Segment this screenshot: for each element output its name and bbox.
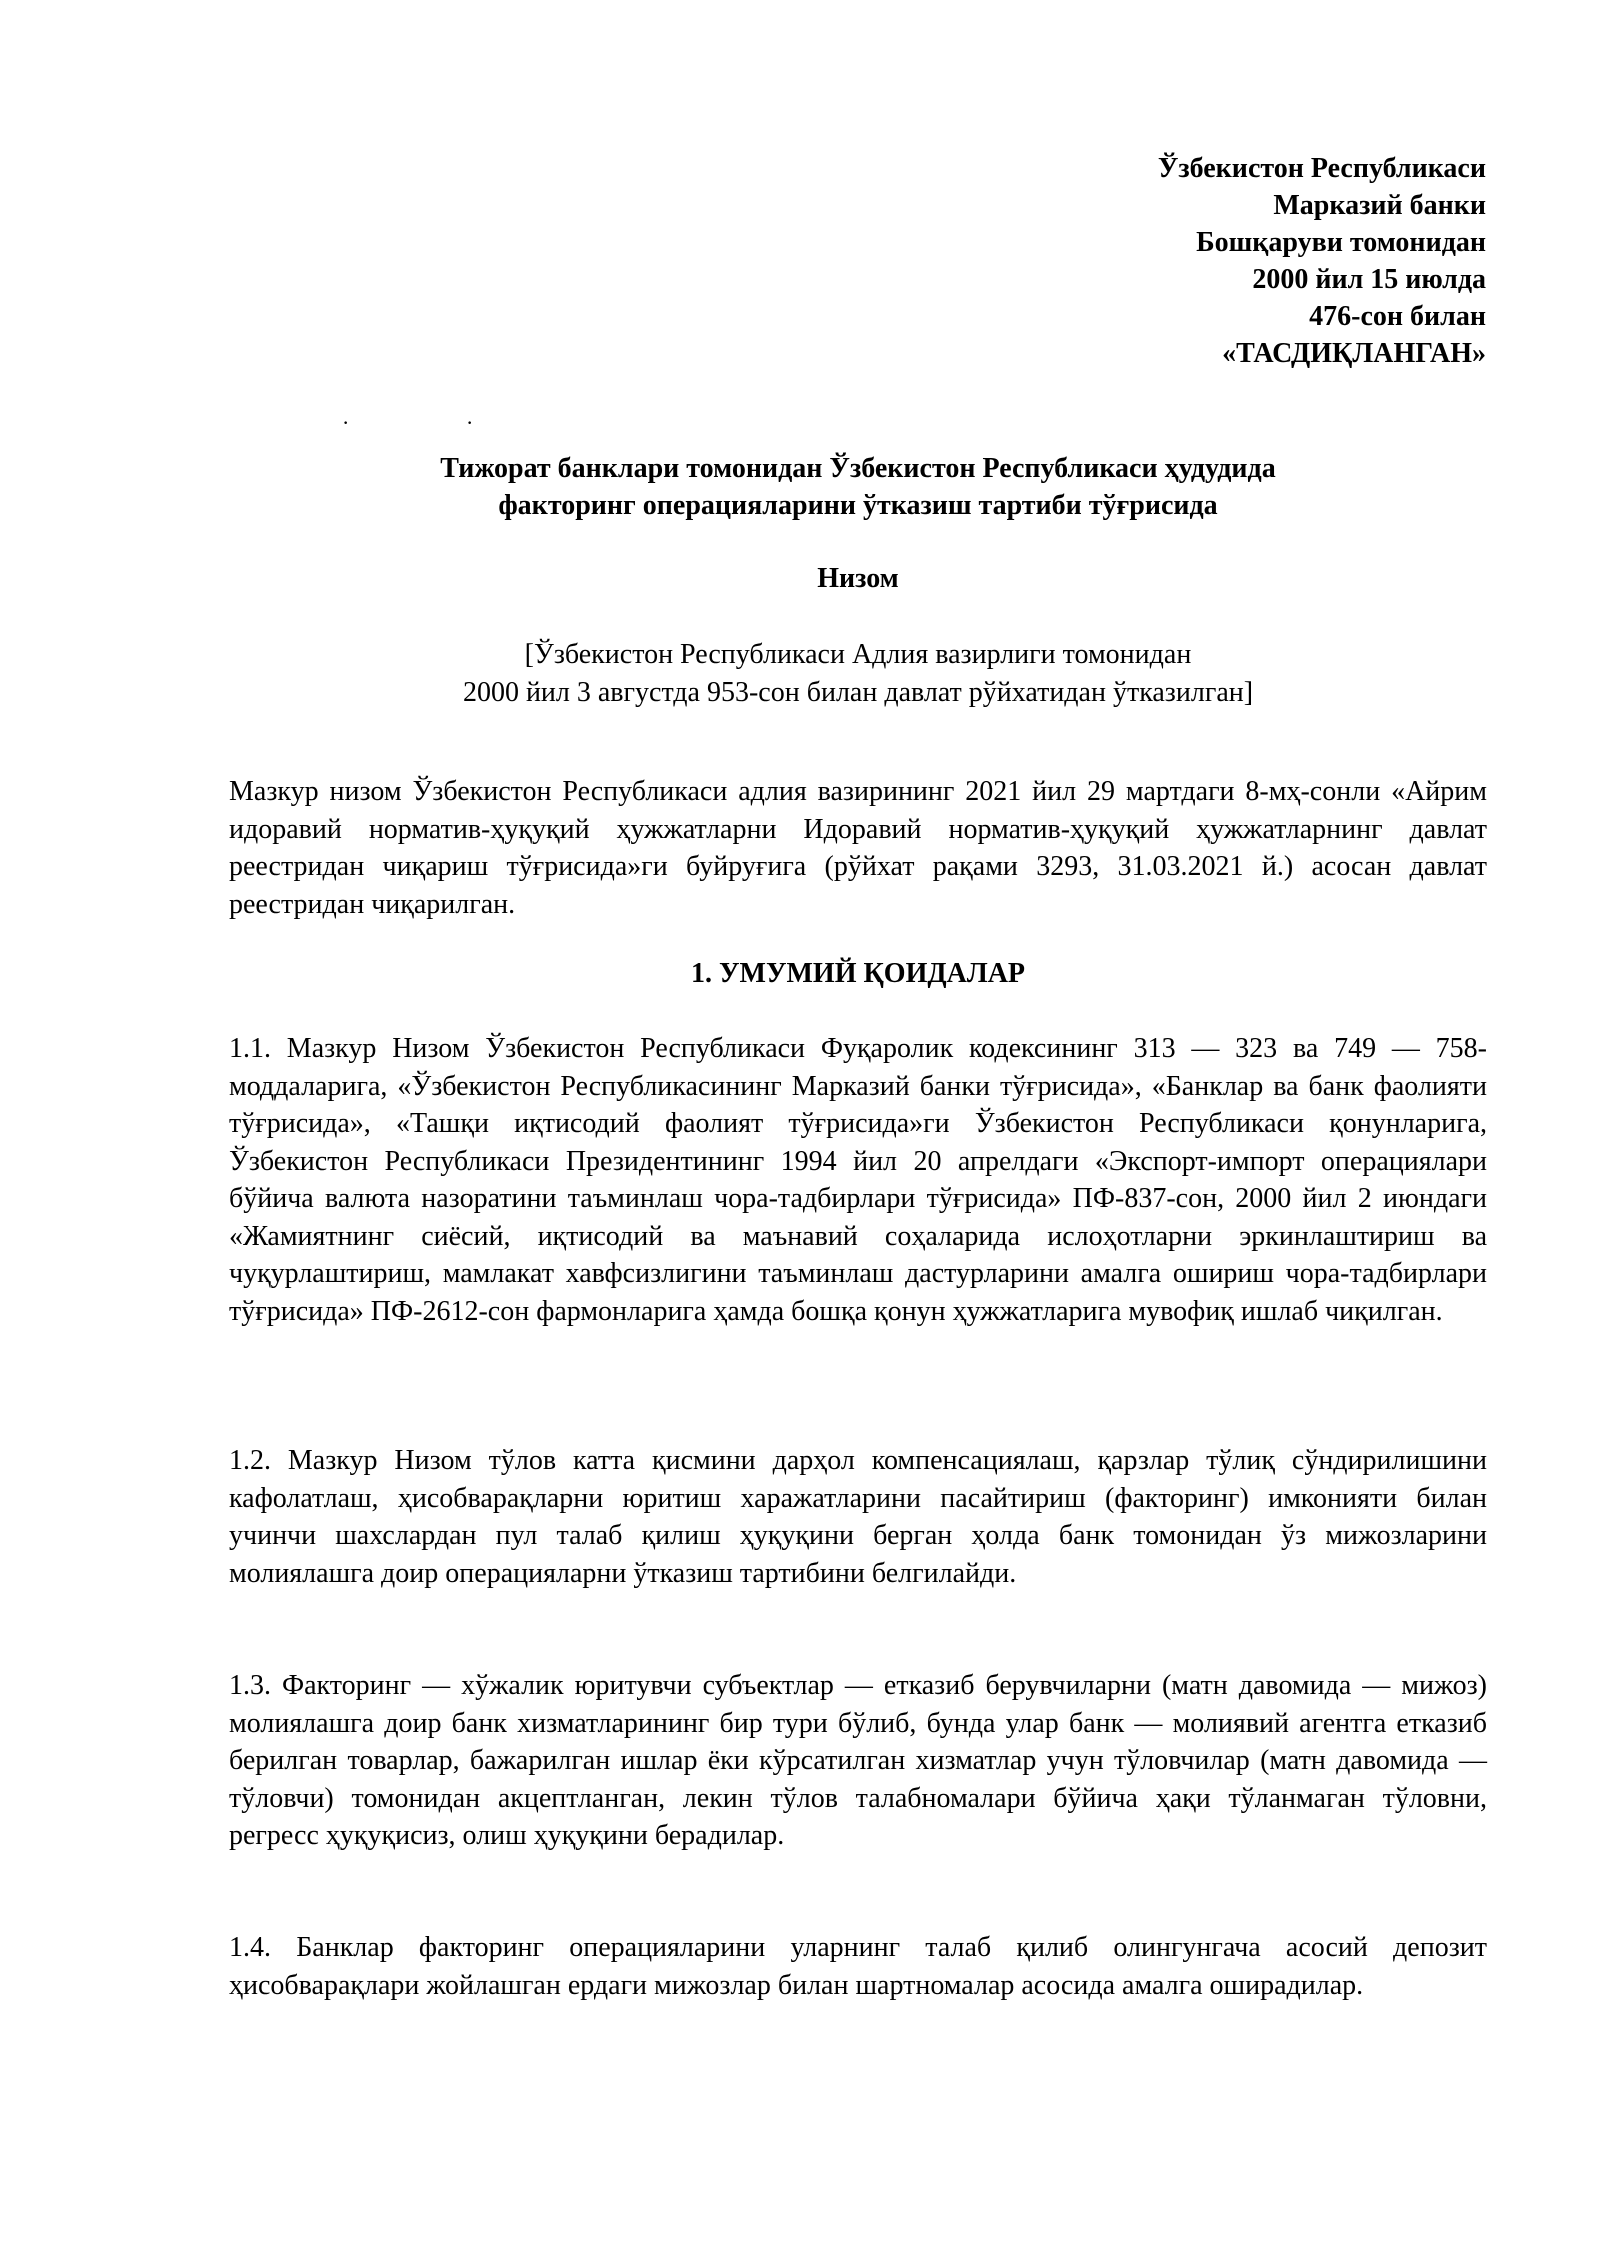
deregistration-notice: Мазкур низом Ўзбекистон Республикаси адлия вазирининг 2021 йил 29 мартдаги 8-мҳ-сонли «Айрим идоравий норматив-ҳуқуқий ҳужжатларни Идоравий норматив-ҳуқуқий ҳужжатларнинг давлат реестридан чиқариш тўғрисида»ги буйруғига (рўйхат рақами 3293, 31.03.2021 й.) асосан давлат реестридан чиқарилган. [229,776,1487,920]
paragraph-1-4: 1.4. Банклар факторинг операцияларини уларнинг талаб қилиб олингунгача асосий депозит ҳисобварақлари жойлашган ердаги мижозлар билан шартномалар асосида амалга оширадилар. [229,1932,1487,2001]
document-title [230,450,1486,524]
approval-line: Ўзбекистон Республикаси [1157,153,1486,184]
dot-mark: · [466,410,474,435]
document-subtitle: Низом [817,563,899,594]
registration-note [230,636,1486,712]
approval-line: Марказий банки [1273,190,1486,221]
registration-line: [Ўзбекистон Республикаси Адлия вазирлиги томонидан [524,639,1192,670]
section-heading: 1. УМУМИЙ ҚОИДАЛАР [690,958,1026,989]
approval-line: «ТАСДИҚЛАНГАН» [1222,338,1486,369]
title-line: факторинг операцияларини ўтказиш тартиби тўғрисида [498,490,1218,521]
title-line: Тижорат банклари томонидан Ўзбекистон Республикаси ҳудудида [440,453,1276,484]
approval-line: Бошқаруви томонидан [1196,227,1486,258]
paragraph-1-1: 1.1. Мазкур Низом Ўзбекистон Республикаси Фуқаролик кодексининг 313 — 323 ва 749 — 758-моддаларига, «Ўзбекистон Республикасининг Марказий банки тўғрисида», «Банклар ва банк фаолияти тўғрисида», «Ташқи иқтисодий фаолият тўғрисида»ги Ўзбекистон Республикаси қонунларига, Ўзбекистон Республикаси Президентининг 1994 йил 20 апрелдаги «Экспорт-импорт операциялари бўйича валюта назоратини таъминлаш чора-тадбирлари тўғрисида» ПФ-837-сон, 2000 йил 2 июндаги «Жамиятнинг сиёсий, иқтисодий ва маънавий соҳаларида ислоҳотларни эркинлаштириш ва чуқурлаштириш, мамлакат хавфсизлигини таъминлаш дастурларини амалга ошириш чора-тадбирлари тўғрисида» ПФ-2612-сон фармонларига ҳамда бошқа қонун ҳужжатларига мувофиқ ишлаб чиқилган. [229,1033,1487,1327]
paragraph-1-2: 1.2. Мазкур Низом тўлов катта қисмини дарҳол компенсациялаш, қарзлар тўлиқ сўндирилишини кафолатлаш, ҳисобварақларни юритиш харажатларини пасайтириш (факторинг) имконияти билан учинчи шахслардан пул талаб қилиш ҳуқуқини берган ҳолда банк томонидан ўз мижозларини молиялашга доир операцияларни ўтказиш тартибини белгилайди. [229,1445,1487,1589]
paragraph-1-3: 1.3. Факторинг — хўжалик юритувчи субъектлар — етказиб берувчиларни (матн давомида — мижоз) молиялашга доир банк хизматларининг бир тури бўлиб, бунда улар банк — молиявий агентга етказиб берилган товарлар, бажарилган ишлар ёки кўрсатилган хизматлар учун тўловчилар (матн давомида — тўловчи) томонидан акцептланган, лекин тўлов талабномалари бўйича ҳақи тўланмаган тўловни, регресс ҳуқуқисиз, олиш ҳуқуқини берадилар. [229,1670,1487,1851]
approval-line: 476-сон билан [1309,301,1486,332]
dot-mark: · [342,410,350,435]
approval-line: 2000 йил 15 июлда [1252,264,1486,295]
registration-line: 2000 йил 3 августда 953-сон билан давлат рўйхатидан ўтказилган] [462,677,1254,708]
approval-stamp-block [786,150,1486,372]
